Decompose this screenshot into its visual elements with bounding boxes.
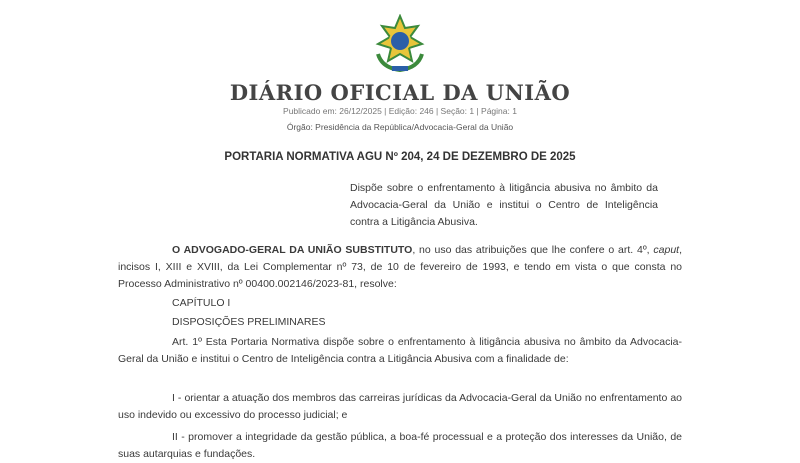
article-1-item-1: I - orientar a atuação dos membros das carreiras jurídicas da Advocacia-Geral da União no enfrentamento ao uso indevido ou excessivo do processo judicial; e	[118, 392, 682, 421]
preamble	[118, 242, 682, 293]
document-heading: PORTARIA NORMATIVA AGU Nº 204, 24 DE DEZEMBRO DE 2025	[224, 151, 576, 163]
gazette-title: DIÁRIO OFICIAL DA UNIÃO	[229, 80, 571, 105]
preamble-authority: O ADVOGADO-GERAL DA UNIÃO SUBSTITUTO	[172, 244, 413, 256]
preamble-text: , no uso das atribuições que lhe confere o art. 4º,	[412, 244, 654, 256]
preamble-caput: caput	[653, 244, 680, 256]
chapter-title: DISPOSIÇÕES PRELIMINARES	[172, 316, 326, 328]
preamble-text: , incisos I, XIII e XVIII, da Lei Complementar nº 73, de 10 de fevereiro de 1993, e tendo em vista o que consta no Processo Administrativo nº 00400.002146/2023-81, resolve:	[118, 244, 682, 290]
issuing-organ: Órgão: Presidência da República/Advocacia-Geral da União	[286, 122, 514, 132]
chapter-label: CAPÍTULO I	[172, 297, 231, 309]
article-1-item-2: II - promover a integridade da gestão pública, a boa-fé processual e a proteção dos interesses da União, de suas autarquias e fundações.	[118, 431, 682, 460]
publication-info: Publicado em: 26/12/2025 | Edição: 246 | Seção: 1 | Página: 1	[283, 106, 517, 116]
article-1: Art. 1º Esta Portaria Normativa dispõe sobre o enfrentamento à litigância abusiva no âmbito da Advocacia-Geral da União e institui o Centro de Inteligência contra a Litigância Abusiva com a finalidade de:	[118, 336, 682, 365]
document-summary: Dispõe sobre o enfrentamento à litigância abusiva no âmbito da Advocacia-Geral da União e institui o Centro de Inteligência contra a Litigância Abusiva.	[350, 182, 658, 228]
brazil-coat-of-arms-icon	[372, 14, 428, 74]
